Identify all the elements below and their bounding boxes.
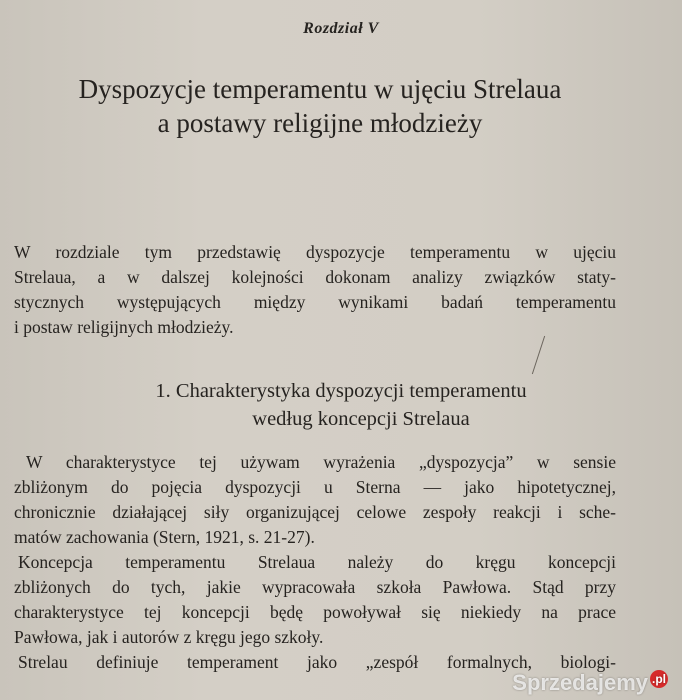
body-line: zbliżonych do tych, jakie wypracowała szkoła Pawłowa. Stąd przy (14, 577, 616, 597)
intro-line: stycznych występujących między wynikami badań temperamentu (14, 292, 616, 312)
body-line: Koncepcja temperamentu Strelaua należy do kręgu koncepcji (18, 552, 616, 572)
intro-line: W rozdziale tym przedstawię dyspozycje temperamentu w ujęciu (14, 242, 616, 262)
chapter-heading: Rozdział V (303, 20, 379, 37)
chapter-title (40, 72, 600, 140)
body-line: matów zachowania (Stern, 1921, s. 21-27). (14, 527, 315, 547)
intro-paragraph (14, 240, 616, 340)
chapter-title-line-2: a postawy religijne młodzieży (157, 108, 483, 138)
intro-line: i postaw religijnych młodzieży. (14, 317, 234, 337)
body-line: Pawłowa, jak i autorów z kręgu jego szkoły. (14, 627, 324, 647)
body-line: Strelau definiuje temperament jako „zespół formalnych, biologi- (18, 652, 616, 672)
watermark-text: Sprzedajemy (512, 670, 648, 695)
section-heading-line-2: według koncepcji Strelaua (252, 408, 470, 430)
watermark-logo (512, 670, 668, 696)
section-heading-line-1: 1. Charakterystyka dyspozycji temperamentu (155, 380, 527, 402)
body-text (14, 450, 616, 675)
chapter-title-line-1: Dyspozycje temperamentu w ujęciu Strelaua (78, 74, 562, 104)
intro-line: Strelaua, a w dalszej kolejności dokonam analizy związków staty- (14, 267, 616, 287)
body-line: W charakterystyce tej używam wyrażenia „dyspozycja” w sensie (26, 452, 616, 472)
pencil-mark (532, 336, 545, 374)
body-line: charakterystyce tej koncepcji będę powoływał się niekiedy na prace (14, 602, 616, 622)
watermark-badge: .pl (652, 672, 666, 686)
section-heading (0, 377, 682, 433)
body-line: zbliżonym do pojęcia dyspozycji u Sterna — jako hipotetycznej, (14, 477, 616, 497)
body-line: chronicznie działającej siły organizującej celowe zespoły reakcji i sche- (14, 502, 616, 522)
